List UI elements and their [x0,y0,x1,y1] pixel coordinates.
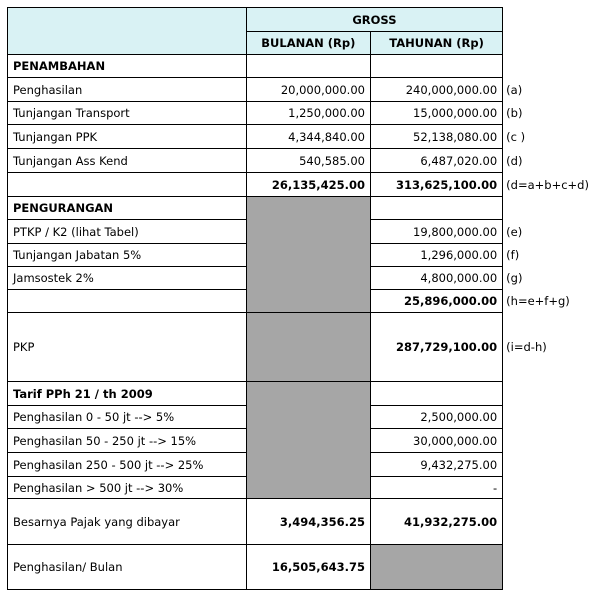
row-tahunan: 19,800,000.00 [370,220,502,244]
table-row [8,149,595,173]
section-title-penambahan: PENAMBAHAN [8,55,247,78]
gray-block-tarif [246,382,370,499]
row-note: (f) [506,248,520,262]
row-label: Penghasilan 250 - 500 jt --> 25% [8,453,247,477]
pajak-row [8,499,595,545]
row-note: (b) [506,106,523,120]
row-label: Penghasilan 50 - 250 jt --> 15% [8,429,247,453]
row-tahunan: 6,487,020.00 [370,149,502,173]
total-bulanan: 26,135,425.00 [246,173,370,197]
header-tahunan: TAHUNAN (Rp) [370,32,502,55]
row-note: (c ) [506,129,526,144]
total-row-penambahan [8,173,595,197]
table-row [8,125,595,149]
row-bulanan: 540,585.00 [246,149,370,173]
table-row [8,102,595,125]
section-title-pengurangan: PENGURANGAN [8,197,247,220]
header-bulanan: BULANAN (Rp) [246,32,370,55]
row-label: Tunjangan Jabatan 5% [8,244,247,267]
total-tahunan: 25,896,000.00 [370,290,502,313]
pkp-row [8,313,595,382]
total-note: (h=e+f+g) [506,294,570,308]
pajak-bulanan: 3,494,356.25 [246,499,370,545]
penghasilan-bulan-label: Penghasilan/ Bulan [8,545,247,590]
row-label: Penghasilan > 500 jt --> 30% [8,477,247,499]
gray-block-pengurangan [246,197,370,313]
row-label: PTKP / K2 (lihat Tabel) [8,220,247,244]
header-gross: GROSS [246,8,502,32]
penghasilan-bulan-row [8,545,595,590]
row-note: (d) [506,153,523,168]
row-tahunan: 52,138,080.00 [370,125,502,149]
header-blank [8,8,247,32]
gray-block-pkp [246,313,370,382]
total-note: (d=a+b+c+d) [506,177,589,192]
row-bulanan: 1,250,000.00 [246,102,370,125]
section-title-tarif: Tarif PPh 21 / th 2009 [8,382,247,406]
row-tahunan: 4,800,000.00 [370,267,502,290]
row-tahunan: 15,000,000.00 [370,102,502,125]
header-blank-2 [8,32,247,55]
pkp-note: (i=d-h) [506,340,547,354]
row-label: Penghasilan 0 - 50 jt --> 5% [8,406,247,429]
row-bulanan: 4,344,840.00 [246,125,370,149]
row-label: Tunjangan Transport [8,102,247,125]
row-note: (g) [506,271,523,285]
pajak-tahunan: 41,932,275.00 [370,499,502,545]
row-tahunan: - [370,477,502,499]
row-label: Tunjangan PPK [8,125,247,149]
row-tahunan: 240,000,000.00 [370,78,502,102]
total-tahunan: 313,625,100.00 [370,173,502,197]
row-tahunan: 1,296,000.00 [370,244,502,267]
gray-block-penghasilan [370,545,502,590]
row-tahunan: 30,000,000.00 [370,429,502,453]
tax-calculation-table [7,7,595,590]
pajak-label: Besarnya Pajak yang dibayar [8,499,247,545]
row-tahunan: 2,500,000.00 [370,406,502,429]
penghasilan-bulan-value: 16,505,643.75 [246,545,370,590]
row-label: Penghasilan [8,78,247,102]
row-bulanan: 20,000,000.00 [246,78,370,102]
row-tahunan: 9,432,275.00 [370,453,502,477]
row-label: Jamsostek 2% [8,267,247,290]
table-row [8,78,595,102]
pkp-tahunan: 287,729,100.00 [370,313,502,382]
row-note: (a) [506,82,523,97]
row-label: Tunjangan Ass Kend [8,149,247,173]
row-note: (e) [506,224,523,239]
pkp-label: PKP [8,313,247,382]
